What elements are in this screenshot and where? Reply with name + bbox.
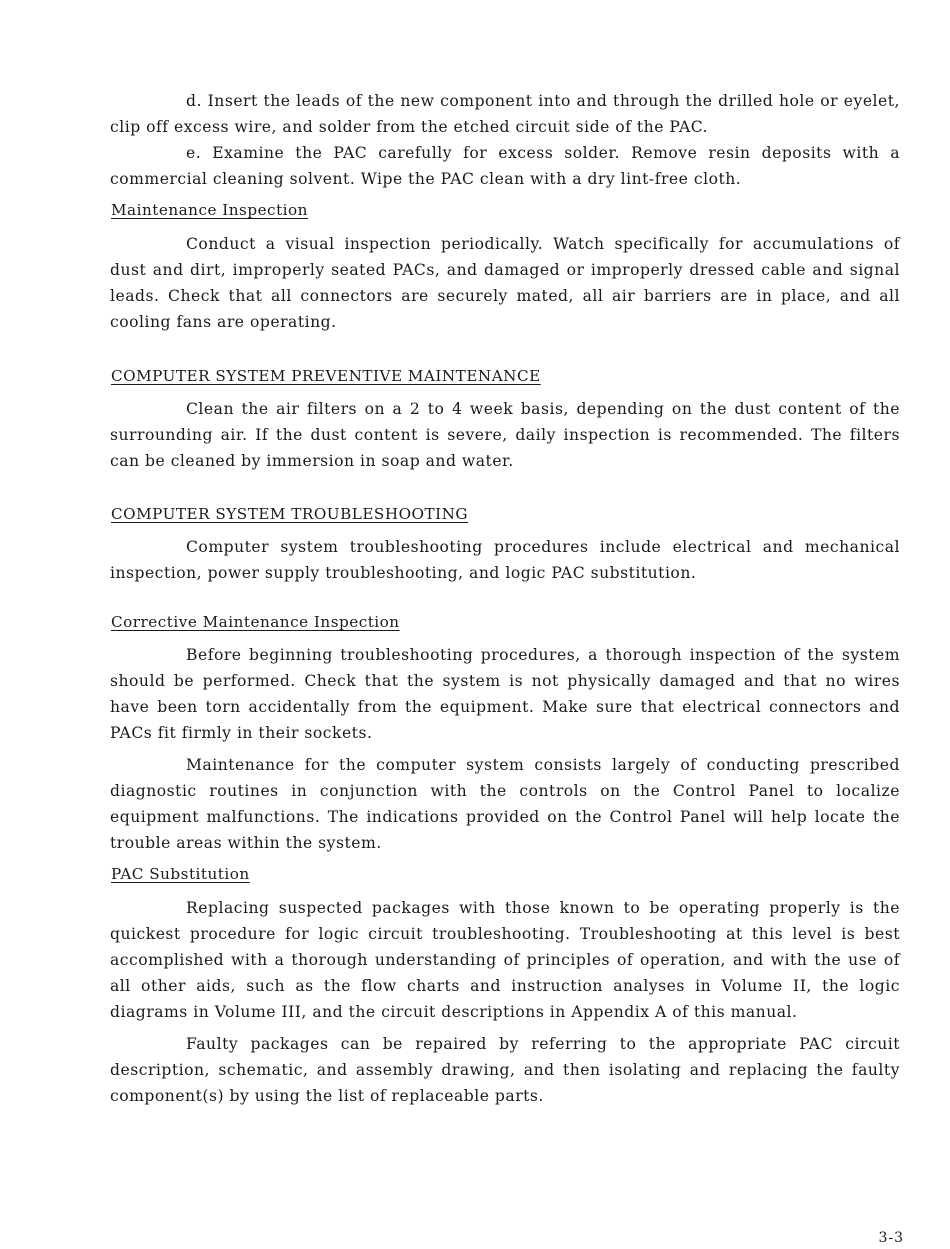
pac-substitution-paragraph-2: Faulty packages can be repaired by referring to the appropriate PAC circuit description, schematic, and assembly drawing, and then isolating and replacing the faulty component(s) by using the list of replaceable parts. bbox=[110, 1035, 900, 1105]
preventive-maintenance-paragraph: Clean the air filters on a 2 to 4 week basis, depending on the dust content of the surrounding air. If the dust content is severe, daily inspection is recommended. The filters can be cleaned by immersion in soap and water. bbox=[110, 400, 900, 470]
troubleshooting-paragraph: Computer system troubleshooting procedures include electrical and mechanical inspection, power supply troubleshooting, and logic PAC substitution. bbox=[110, 538, 900, 582]
preventive-maintenance-heading: COMPUTER SYSTEM PREVENTIVE MAINTENANCE bbox=[111, 367, 541, 385]
pac-substitution-heading: PAC Substitution bbox=[111, 865, 250, 883]
corrective-inspection-paragraph-2: Maintenance for the computer system consists largely of conducting prescribed diagnostic routines in conjunction with the controls on the Control Panel to localize equipment malfunctions. The indications provided on the Control Panel will help locate the trouble areas within the system. bbox=[110, 756, 900, 852]
corrective-inspection-heading: Corrective Maintenance Inspection bbox=[111, 613, 400, 631]
troubleshooting-heading: COMPUTER SYSTEM TROUBLESHOOTING bbox=[111, 505, 469, 523]
pac-substitution-paragraph-1: Replacing suspected packages with those known to be operating properly is the quickest procedure for logic circuit troubleshooting. Troubleshooting at this level is best accomplished with a thorough understanding of principles of operation, and with the use of all other aids, such as the flow charts and instruction analyses in Volume II, the logic diagrams in Volume III, and the circuit descriptions in Appendix A of this manual. bbox=[110, 899, 900, 1021]
step-e-paragraph: e. Examine the PAC carefully for excess solder. Remove resin deposits with a commercial cleaning solvent. Wipe the PAC clean with a dry lint-free cloth. bbox=[110, 144, 900, 188]
corrective-inspection-paragraph-1: Before beginning troubleshooting procedures, a thorough inspection of the system should be performed. Check that the system is not physically damaged and that no wires have been torn accidentally from the equipment. Make sure that electrical connectors and PACs fit firmly in their sockets. bbox=[110, 646, 900, 742]
maintenance-inspection-paragraph: Conduct a visual inspection periodically. Watch specifically for accumulations of dust and dirt, improperly seated PACs, and damaged or improperly dressed cable and signal leads. Check that all connectors are securely mated, all air barriers are in place, and all cooling fans are operating. bbox=[110, 235, 900, 331]
page-number: 3-3 bbox=[878, 1230, 904, 1246]
maintenance-inspection-heading: Maintenance Inspection bbox=[111, 201, 308, 219]
step-d-paragraph: d. Insert the leads of the new component into and through the drilled hole or eyelet, clip off excess wire, and solder from the etched circuit side of the PAC. bbox=[110, 92, 900, 136]
